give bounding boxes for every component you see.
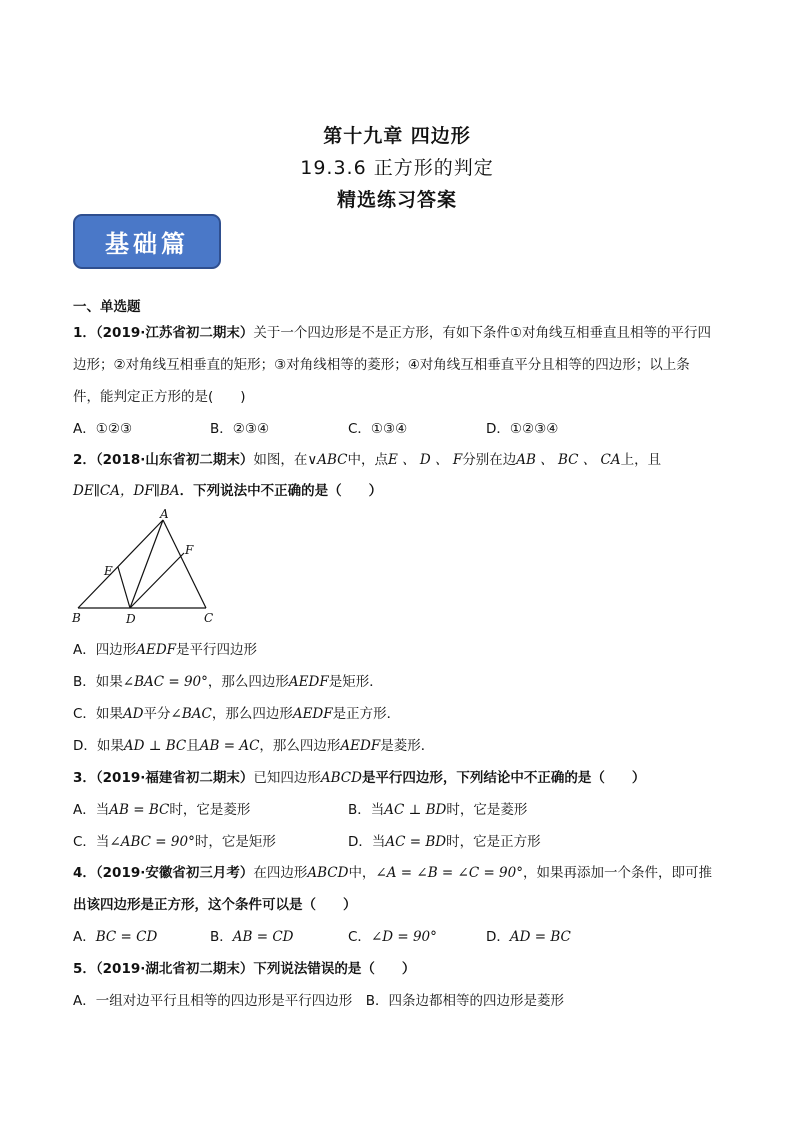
- q2-parallel-conditions: DE∥CA，DF∥BA: [73, 483, 180, 499]
- q1-option-b: B．②③④: [210, 421, 270, 437]
- q3a-m: AB = BC: [109, 802, 170, 818]
- q3-number: 3．: [73, 770, 96, 786]
- q3c-t1: C．当: [73, 834, 110, 850]
- q4-m: ABCD: [307, 865, 349, 881]
- q4a-t1: A．: [73, 929, 96, 945]
- q2-triangle: ∨ABC: [307, 452, 348, 468]
- q2-text-d: 分别在边: [462, 452, 517, 468]
- side-ac: [163, 520, 206, 608]
- q2-line1: [73, 451, 661, 469]
- q4-source: （2019·安徽省初三月考）: [95, 865, 254, 881]
- q2a-m: AEDF: [136, 642, 177, 658]
- q2-source: （2018·山东省初二期末）: [95, 452, 254, 468]
- q2-line2: [73, 482, 382, 500]
- q4c-t1: C．: [348, 929, 371, 945]
- q4b-m: AB = CD: [232, 929, 294, 945]
- q1-source: （2019·江苏省初二期末）: [95, 325, 254, 341]
- label-a: A: [160, 508, 169, 521]
- segment-df: [130, 553, 184, 608]
- q1-number: 1．: [73, 325, 96, 341]
- title-block: [0, 120, 794, 216]
- q2b-t2: ，那么四边形: [207, 674, 289, 690]
- q2d-m3: AEDF: [340, 738, 381, 754]
- q3b-t2: 时，它是菱形: [446, 802, 528, 818]
- subtitle: 精选练习答案: [336, 189, 457, 211]
- q2-triangle-figure: [68, 508, 218, 630]
- q2-points: E 、 D 、 F: [388, 452, 463, 468]
- q3-option-b: [348, 801, 527, 819]
- q4d-t1: D．: [486, 929, 510, 945]
- q2-option-a: [73, 641, 257, 659]
- q1-line1: [73, 324, 711, 342]
- q5-line1: [73, 960, 415, 978]
- q2-number: 2．: [73, 452, 96, 468]
- q4-option-d: [486, 928, 571, 946]
- q2d-m2: AB = AC: [199, 738, 260, 754]
- q2b-t3: 是矩形．: [328, 674, 383, 690]
- q2c-t1: C．如果: [73, 706, 123, 722]
- q3-option-c: [73, 833, 276, 851]
- q4-line2: 出该四边形是正方形，这个条件可以是（ ）: [73, 897, 357, 913]
- q2-question: ．下列说法中不正确的是（ ）: [179, 483, 383, 499]
- q1-line3: 件，能判定正方形的是( ): [73, 389, 246, 405]
- q3a-t2: 时，它是菱形: [169, 802, 251, 818]
- q3-source: （2019·福建省初二期末）: [95, 770, 254, 786]
- q2-text-f: 上，且: [620, 452, 662, 468]
- q3-option-a: [73, 801, 250, 819]
- q3-text-a: 已知四边形: [253, 770, 321, 786]
- q2c-t4: 是正方形．: [332, 706, 401, 722]
- label-d: D: [126, 612, 136, 626]
- q2b-t1: B．如果: [73, 674, 123, 690]
- q5-text: 下列说法错误的是（ ）: [253, 961, 416, 977]
- chapter-title: 第十九章 四边形: [323, 125, 471, 147]
- q5-source: （2019·湖北省初二期末）: [95, 961, 254, 977]
- q4-option-a: [73, 928, 157, 946]
- q1-option-a: A．①②③: [73, 421, 133, 437]
- q2-text-b: 中，点: [347, 452, 388, 468]
- section-title: 19.3.6 正方形的判定: [300, 157, 494, 179]
- label-b: B: [72, 611, 81, 625]
- q4a-m: BC = CD: [95, 929, 158, 945]
- segment-ad: [130, 520, 163, 608]
- q2-option-c: [73, 705, 400, 723]
- q3d-t1: D．当: [348, 834, 386, 850]
- q3-m: ABCD: [320, 770, 362, 786]
- q4-number: 4．: [73, 865, 96, 881]
- q3b-m: AC ⊥ BD: [384, 802, 447, 818]
- q4-line1: [73, 864, 712, 882]
- q4c-m: ∠D = 90°: [370, 929, 437, 945]
- q4-option-b: [210, 928, 293, 946]
- segment-de: [118, 567, 130, 608]
- q2b-m2: AEDF: [288, 674, 329, 690]
- q2d-t1: D．如果: [73, 738, 124, 754]
- q1-line2: 边形；②对角线互相垂直的矩形；③对角线相等的菱形；④对角线互相垂直平分且相等的四边形；以上条: [73, 357, 690, 373]
- q2d-t4: 是菱形．: [380, 738, 435, 754]
- label-f: F: [185, 543, 194, 557]
- q2-sides: AB 、 BC 、 CA: [516, 452, 621, 468]
- q3c-t2: 时，它是矩形: [194, 834, 276, 850]
- q2c-t3: ，那么四边形: [211, 706, 293, 722]
- q2d-t2: 且: [186, 738, 200, 754]
- label-e: E: [104, 564, 113, 578]
- q2-option-b: [73, 673, 383, 691]
- q4-text-b: 中，: [348, 865, 376, 881]
- part-heading: 一、单选题: [73, 299, 141, 315]
- q1-option-c: C．①③④: [348, 421, 408, 437]
- q2c-m2: ∠BAC: [170, 706, 212, 722]
- q2c-t2: 平分: [143, 706, 171, 722]
- q3b-t1: B．当: [348, 802, 385, 818]
- q2c-m: AD: [122, 706, 144, 722]
- q3a-t1: A．当: [73, 802, 110, 818]
- q2c-m3: AEDF: [292, 706, 333, 722]
- q3-line1: [73, 769, 645, 787]
- q3d-m: AC = BD: [385, 834, 447, 850]
- q1-text1: 关于一个四边形是不是正方形，有如下条件①对角线互相垂直且相等的平行四: [253, 325, 711, 341]
- q4-text-c: ，如果再添加一个条件，即可推: [522, 865, 712, 881]
- basic-section-badge: 基础篇: [73, 214, 221, 269]
- q2d-m: AD ⊥ BC: [123, 738, 187, 754]
- q5-number: 5．: [73, 961, 96, 977]
- q4b-t1: B．: [210, 929, 233, 945]
- q2d-t3: ，那么四边形: [259, 738, 341, 754]
- q3-text-b: 是平行四边形，下列结论中不正确的是（ ）: [361, 770, 646, 786]
- q1-option-d: D．①②③④: [486, 421, 559, 437]
- q5-options-ab: A．一组对边平行且相等的四边形是平行四边形 B．四条边都相等的四边形是菱形: [73, 993, 564, 1009]
- q3-option-d: [348, 833, 541, 851]
- q4-option-c: [348, 928, 437, 946]
- q4-text-a: 在四边形: [253, 865, 308, 881]
- q3d-t2: 时，它是正方形: [446, 834, 541, 850]
- q4-m2: ∠A = ∠B = ∠C = 90°: [375, 865, 523, 881]
- q4d-m: AD = BC: [509, 929, 571, 945]
- q2b-m: ∠BAC = 90°: [122, 674, 208, 690]
- q2-text-a: 如图，在: [253, 452, 308, 468]
- q2a-t1: A．四边形: [73, 642, 137, 658]
- q2-option-d: [73, 737, 434, 755]
- side-ba: [78, 520, 163, 608]
- q2a-t2: 是平行四边形: [176, 642, 258, 658]
- label-c: C: [204, 611, 214, 625]
- q3c-m: ∠ABC = 90°: [109, 834, 195, 850]
